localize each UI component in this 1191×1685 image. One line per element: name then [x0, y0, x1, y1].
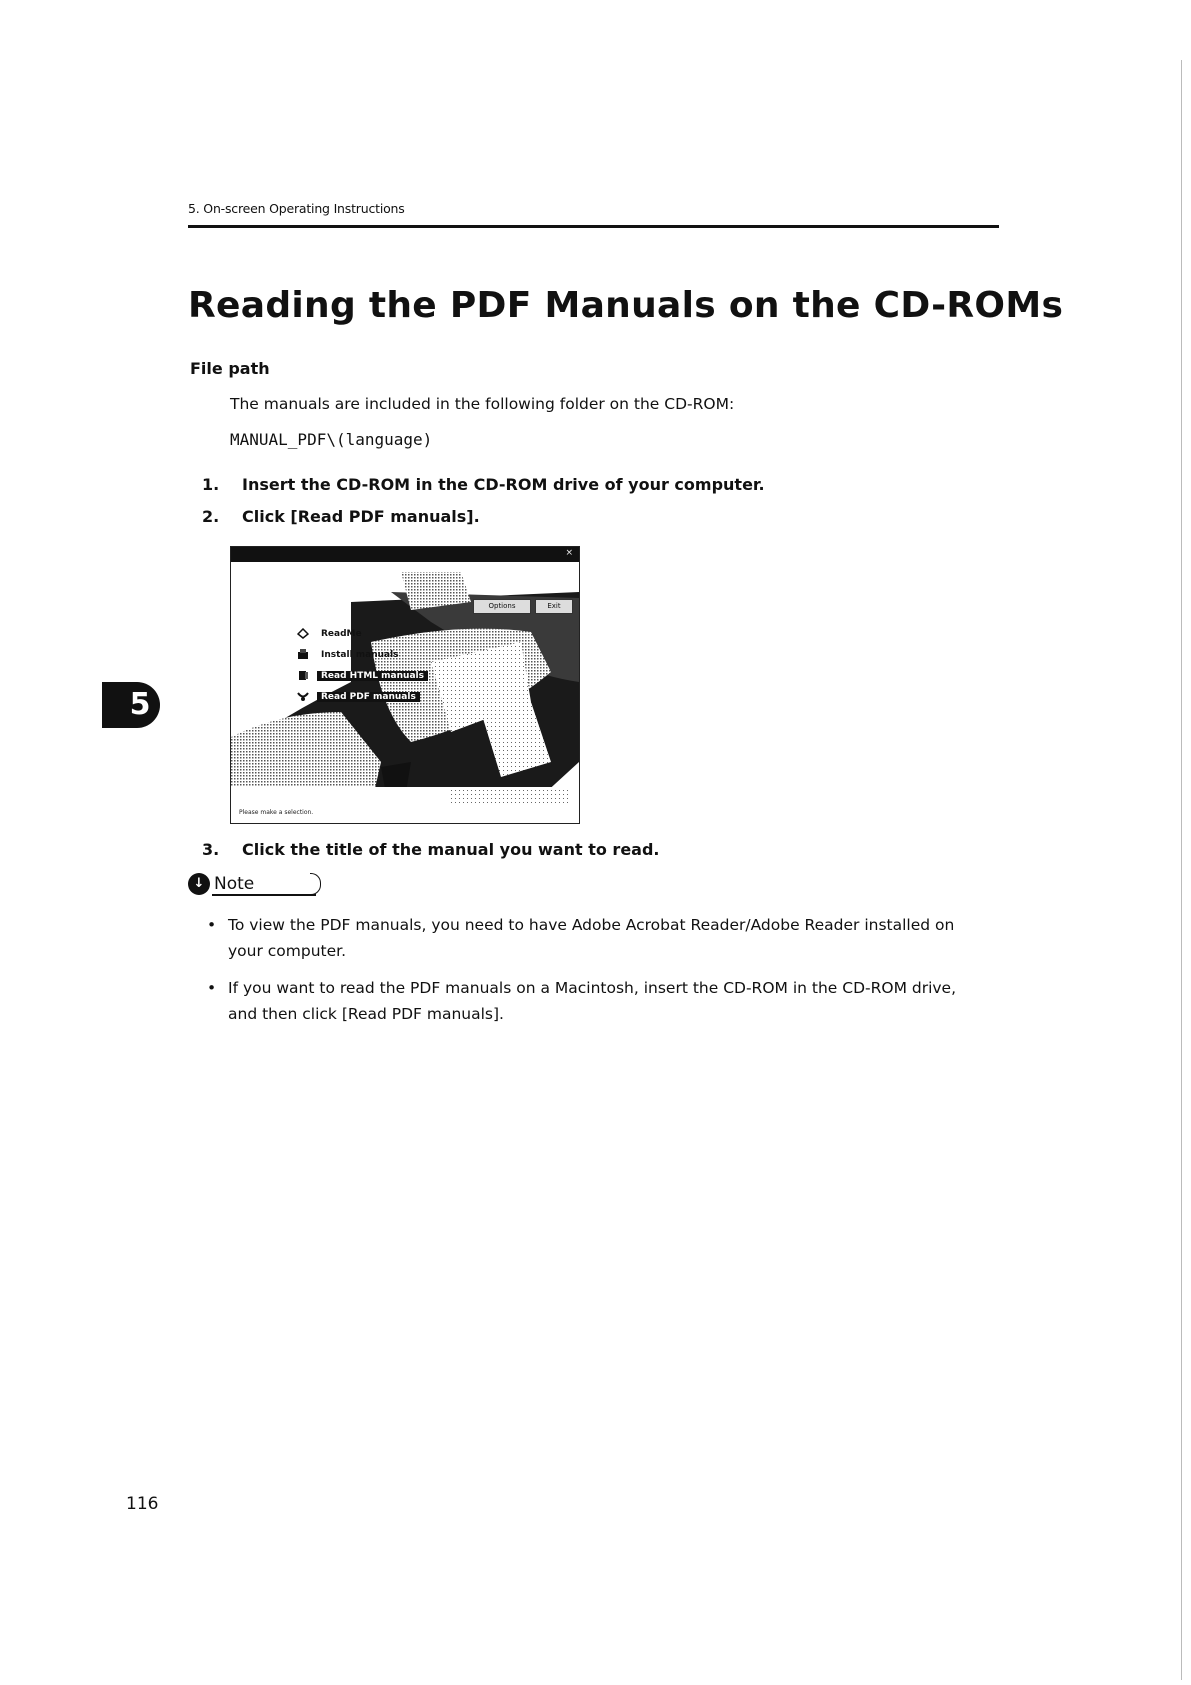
step-text: Insert the CD-ROM in the CD-ROM drive of your computer. — [242, 475, 765, 494]
pdf-manual-icon — [297, 691, 309, 702]
step-3 — [202, 840, 660, 859]
step-1 — [202, 475, 765, 494]
menu-item-read-pdf-manuals[interactable] — [297, 691, 420, 702]
chapter-number: 5 — [129, 687, 151, 722]
bullet-icon: • — [207, 979, 217, 997]
chapter-tab — [102, 682, 160, 728]
screenshot-titlebar — [231, 547, 579, 562]
menu-item-label: Read HTML manuals — [317, 671, 428, 681]
page-number: 116 — [126, 1494, 159, 1514]
readme-icon — [297, 628, 309, 639]
file-path-value: MANUAL_PDF\(language) — [230, 430, 433, 449]
header-rule — [188, 225, 999, 228]
note-bracket — [310, 873, 321, 895]
scan-edge-line — [1181, 60, 1182, 1680]
file-path-description: The manuals are included in the following folder on the CD-ROM: — [230, 395, 735, 413]
step-text: Click [Read PDF manuals]. — [242, 507, 480, 526]
exit-button[interactable]: Exit — [535, 599, 573, 614]
menu-item-label: Read PDF manuals — [317, 692, 420, 702]
menu-item-label: Install manuals — [321, 649, 399, 660]
step-number: 2. — [202, 507, 220, 526]
step-text: Click the title of the manual you want to read. — [242, 840, 660, 859]
note-item — [207, 912, 987, 964]
menu-item-read-html-manuals[interactable] — [297, 670, 428, 681]
note-label: Note — [214, 874, 255, 894]
installer-screenshot — [230, 546, 580, 824]
page-title: Reading the PDF Manuals on the CD-ROMs — [188, 285, 1064, 326]
options-button[interactable]: Options — [473, 599, 531, 614]
note-item-text: If you want to read the PDF manuals on a Macintosh, insert the CD-ROM in the CD-ROM drive, and then click [Read PDF manuals]. — [228, 979, 957, 1023]
file-path-label: File path — [190, 359, 270, 378]
step-2 — [202, 507, 480, 526]
note-item — [207, 975, 987, 1027]
step-number: 3. — [202, 840, 220, 859]
menu-item-label: ReadMe — [321, 628, 362, 639]
close-icon: × — [565, 548, 573, 558]
note-item-text: To view the PDF manuals, you need to have Adobe Acrobat Reader/Adobe Reader installed on your computer. — [228, 916, 955, 960]
bullet-icon: • — [207, 916, 217, 934]
menu-item-install-manuals[interactable] — [297, 649, 403, 660]
status-text: Please make a selection. — [239, 809, 314, 816]
running-head: 5. On-screen Operating Instructions — [188, 201, 405, 216]
menu-item-readme[interactable] — [297, 628, 366, 639]
html-manual-icon — [297, 670, 309, 681]
note-arrow-icon: ↓ — [188, 873, 210, 895]
step-number: 1. — [202, 475, 220, 494]
note-underline — [212, 894, 316, 896]
install-icon — [297, 649, 309, 660]
note-heading — [188, 872, 322, 896]
